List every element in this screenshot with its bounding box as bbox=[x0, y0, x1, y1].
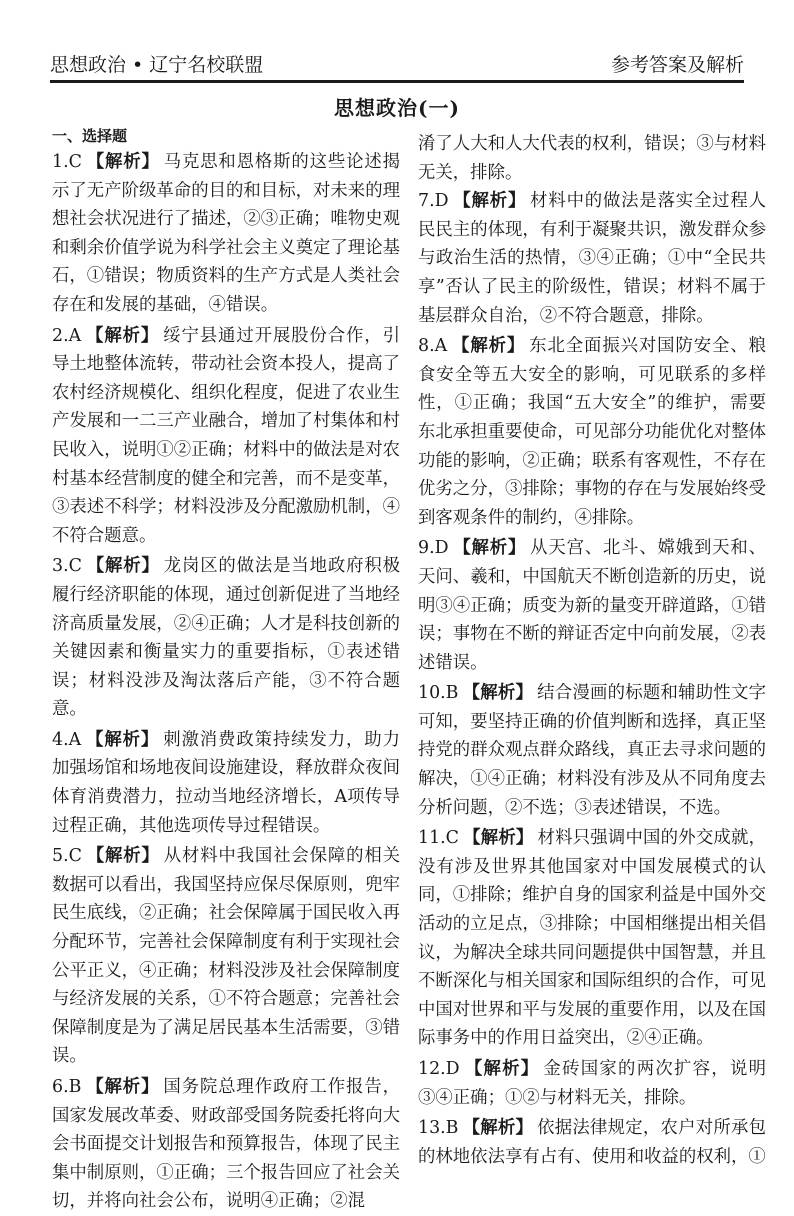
answer-item bbox=[418, 679, 766, 822]
answer-item bbox=[52, 322, 400, 551]
answer-number: 2.A bbox=[52, 325, 82, 346]
answer-number: 10.B bbox=[418, 683, 459, 704]
answer-number: 9.D bbox=[418, 538, 449, 559]
answer-item bbox=[418, 187, 766, 330]
analysis-tag: 【解析】 bbox=[85, 846, 160, 867]
answer-item bbox=[418, 332, 766, 532]
left-column bbox=[52, 126, 400, 1216]
analysis-text: 依据法律规定，农户对所承包的林地依法享有占有、使用和收益的权利，① bbox=[418, 1118, 766, 1167]
answer-item bbox=[52, 552, 400, 724]
analysis-text: 东北全面振兴对国防安全、粮食安全等五大安全的影响，可见联系的多样性，①正确；我国“五大安全”的维护，需要东北承担重要使命，可见部分功能优化对整体功能的影响，②正确；联系有客观性，不存在优劣之分，③排除；事物的存在与发展始终受到客观条件的制约，④排除。 bbox=[418, 336, 766, 528]
answer-number: 7.D bbox=[418, 191, 449, 212]
answer-item bbox=[418, 824, 766, 1053]
analysis-text: 从材料中我国社会保障的相关数据可以看出，我国坚持应保尽保原则，兜牢民生底线，②正确；社会保障属于国民收入再分配环节，完善社会保障制度有利于实现社会公平正义，④正确；材料没涉及社会保障制度与经济发展的关系，①不符合题意；完善社会保障制度是为了满足居民基本生活需要，③错误。 bbox=[52, 846, 400, 1067]
analysis-tag: 【解析】 bbox=[463, 1059, 540, 1079]
analysis-tag: 【解析】 bbox=[462, 828, 534, 849]
analysis-tag: 【解析】 bbox=[451, 336, 526, 357]
answer-number: 6.B bbox=[52, 1077, 82, 1097]
analysis-tag: 【解析】 bbox=[462, 683, 534, 704]
answer-number: 12.D bbox=[418, 1059, 460, 1079]
analysis-tag: 【解析】 bbox=[85, 152, 160, 172]
answer-number: 8.A bbox=[418, 336, 448, 357]
answer-number: 3.C bbox=[52, 556, 82, 577]
answer-item bbox=[418, 1055, 766, 1112]
header-section: 参考答案及解析 bbox=[610, 54, 744, 76]
analysis-text: 刺激消费政策持续发力，助力加强场馆和场地夜间设施建设，释放群众夜间体育消费潜力，拉动当地经济增长，A项传导过程正确，其他选项传导过程错误。 bbox=[52, 729, 400, 836]
page-title: 思想政治(一) bbox=[334, 96, 460, 120]
answer-item bbox=[52, 726, 400, 840]
answer-number: 11.C bbox=[418, 828, 459, 849]
analysis-tag: 【解析】 bbox=[452, 191, 527, 212]
right-column bbox=[418, 126, 766, 1171]
analysis-tag: 【解析】 bbox=[85, 1077, 160, 1097]
analysis-text: 国务院总理作政府工作报告，国家发展改革委、财政部受国务院委托将向大会书面提交计划报告和预算报告，体现了民主集中制原则，①正确；三个报告回应了社会关切，并将向社会公布，说明④正确；②混 bbox=[52, 1077, 400, 1212]
analysis-text: 金砖国家的两次扩容，说明③④正确；①②与材料无关，排除。 bbox=[418, 1059, 766, 1108]
analysis-text: 龙岗区的做法是当地政府积极履行经济职能的体现，通过创新促进了当地经济高质量发展，②④正确；人才是科技创新的关键因素和衡量实力的重要指标，①表述错误；材料没涉及淘汰落后产能，③不符合题意。 bbox=[52, 556, 400, 720]
analysis-tag: 【解析】 bbox=[85, 556, 160, 577]
right-item-list bbox=[418, 187, 766, 1171]
answer-number: 13.B bbox=[418, 1118, 459, 1139]
analysis-tag: 【解析】 bbox=[85, 325, 160, 346]
answer-number: 5.C bbox=[52, 846, 82, 867]
analysis-text: 结合漫画的标题和辅助性文字可知，要坚持正确的价值判断和选择，真正坚持党的群众观点群众路线，真正去寻求问题的解决，①④正确；材料没有涉及从不同角度去分析问题，②不选；③表述错误，不选。 bbox=[418, 683, 766, 818]
analysis-tag: 【解析】 bbox=[452, 538, 527, 559]
answer-item bbox=[52, 842, 400, 1071]
header-subject: 思想政治 • 辽宁名校联盟 bbox=[50, 54, 264, 76]
section-title: 一、选择题 bbox=[52, 127, 128, 145]
analysis-tag: 【解析】 bbox=[462, 1118, 534, 1139]
analysis-tag: 【解析】 bbox=[85, 729, 160, 750]
continuation-text: 淆了人大和人大代表的权利，错误；③与材料无关，排除。 bbox=[418, 134, 766, 183]
analysis-text: 从天宫、北斗、嫦娥到天和、天问、羲和，中国航天不断创造新的历史，说明③④正确；质变为新的量变开辟道路，①错误；事物在不断的辩证否定中向前发展，②表述错误。 bbox=[418, 538, 766, 673]
analysis-text: 马克思和恩格斯的这些论述揭示了无产阶级革命的目的和目标，对未来的理想社会状况进行了描述，②③正确；唯物史观和剩余价值学说为科学社会主义奠定了理论基石，①错误；物质资料的生产方式是人类社会存在和发展的基础，④错误。 bbox=[52, 152, 400, 315]
page-header bbox=[50, 44, 744, 83]
answer-number: 1.C bbox=[52, 152, 82, 172]
left-item-list bbox=[52, 148, 400, 1216]
answer-number: 4.A bbox=[52, 729, 82, 750]
analysis-text: 材料中的做法是落实全过程人民民主的体现，有利于凝聚共识，激发群众参与政治生活的热情，③④正确；①中“全民共享”否认了民主的阶级性，错误；材料不属于基层群众自治，②不符合题意，排除。 bbox=[418, 191, 766, 326]
answer-item bbox=[418, 1114, 766, 1171]
analysis-text: 绥宁县通过开展股份合作，引导土地整体流转，带动社会资本投人，提高了农村经济规模化、组织化程度，促进了农业生产发展和一二三产业融合，增加了村集体和村民收入，说明①②正确；材料中的做法是对农村基本经营制度的健全和完善，而不是变革，③表述不科学；材料没涉及分配激励机制，④不符合题意。 bbox=[52, 325, 400, 546]
answer-item bbox=[52, 1073, 400, 1216]
answer-item bbox=[418, 534, 766, 677]
answer-item bbox=[52, 148, 400, 320]
analysis-text: 材料只强调中国的外交成就，没有涉及世界其他国家对中国发展模式的认同，①排除；维护自身的国家利益是中国外交活动的立足点，③排除；中国相继提出相关倡议，为解决全球共同问题提供中国智慧，并且不断深化与相关国家和国际组织的合作，可见中国对世界和平与发展的重要作用，以及在国际事务中的作用日益突出，②④正确。 bbox=[418, 828, 766, 1049]
